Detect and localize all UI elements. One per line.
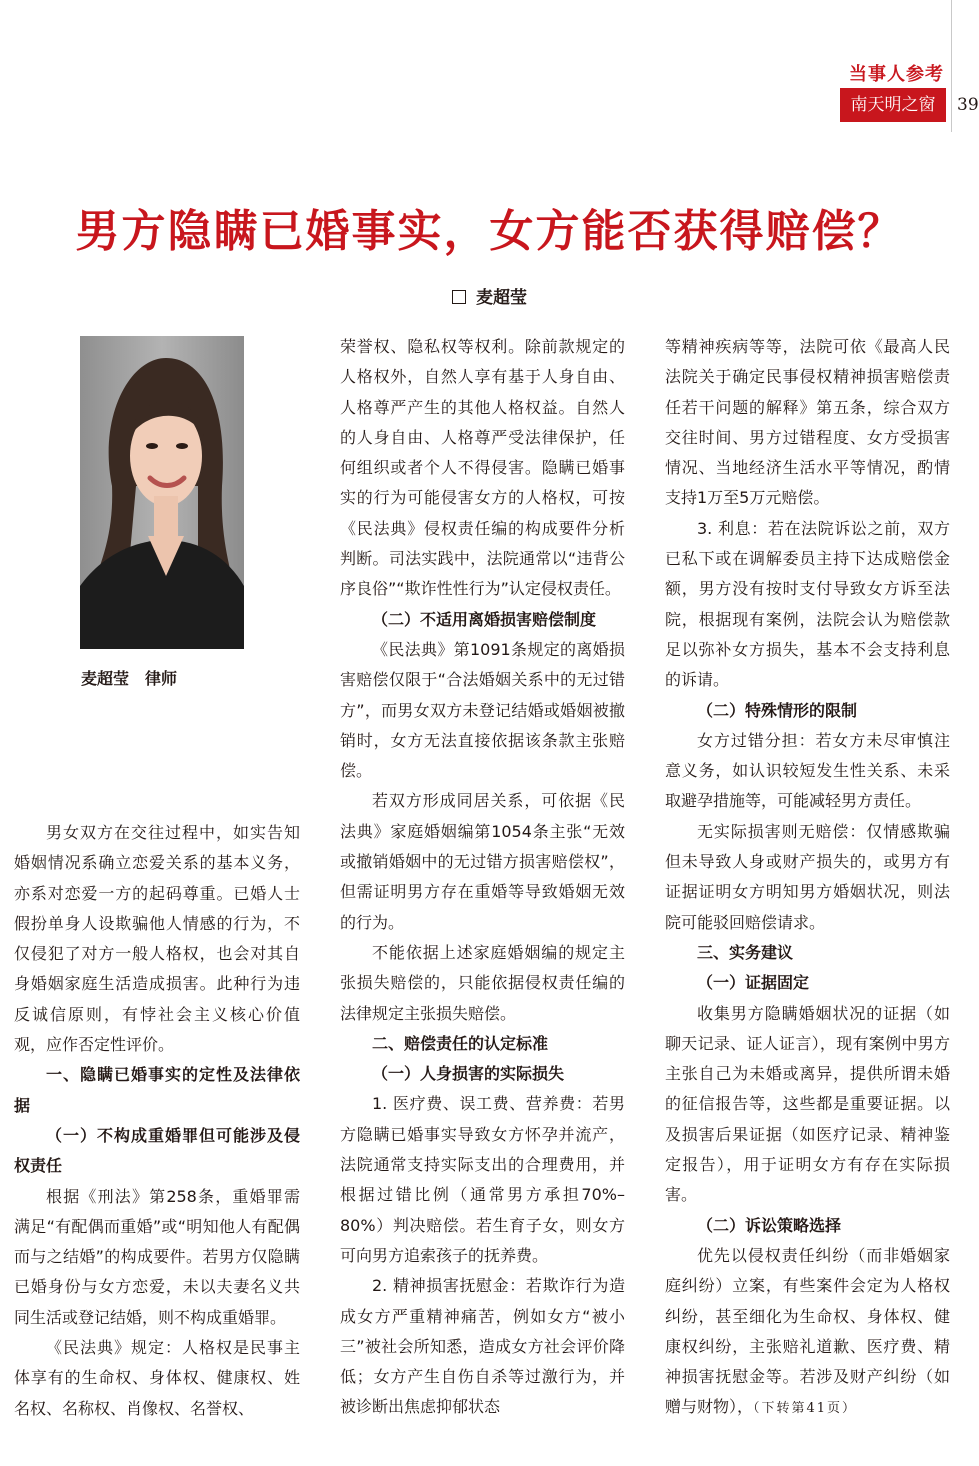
page-number: 39 [957,95,979,115]
paragraph: 《民法典》规定：人格权是民事主体享有的生命权、身体权、健康权、姓名权、名称权、肖像权、名誉权、 [14,1338,300,1418]
paragraph: 收集男方隐瞒婚姻状况的证据（如聊天记录、证人证言），现有案例中男方主张自己为未婚或离异，提供所谓未婚的征信报告等，这些都是重要证据。以及损害后果证据（如医疗记录、精神鉴定报告），用于证明女方有存在实际损害。 [665,1003,950,1205]
section-heading: （一）证据固定 [697,973,810,993]
paragraph: 1. 医疗费、误工费、营养费：若男方隐瞒已婚事实导致女方怀孕并流产，法院通常支持实际支出的合理费用，并根据过错比例（通常男方承担70%–80%）判决赔偿。若生育子女，则女方可向男方追索孩子的抚养费。 [340,1094,625,1265]
author-name: 麦超莹 [476,288,527,308]
paragraph: 《民法典》第1091条规定的离婚损害赔偿仅限于“合法婚姻关系中的无过错方”，而男女双方未登记结婚或婚姻被撤销时，女方无法直接依据该条款主张赔偿。 [340,639,625,781]
section-heading: 三、实务建议 [697,942,794,962]
paragraph: 2. 精神损害抚慰金：若欺诈行为造成女方严重精神痛苦，例如女方“被小三”被社会所知悉，造成女方社会评价降低；女方产生自伤自杀等过激行为，并被诊断出焦虑抑郁状态 [340,1276,625,1417]
paragraph: 荣誉权、隐私权等权利。除前款规定的人格权外，自然人享有基于人身自由、人格尊严产生的其他人格权益。自然人的人身自由、人格尊严受法律保护，任何组织或者个人不得侵害。隐瞒已婚事实的行为可能侵害女方的人格权，可按《民法典》侵权责任编的构成要件分析判断。司法实践中，法院通常以“违背公序良俗”“欺诈性性行为”认定侵权责任。 [340,337,625,599]
photo-caption: 麦超莹 律师 [81,669,178,688]
paragraph: 不能依据上述家庭婚姻编的规定主张损失赔偿的，只能依据侵权责任编的法律规定主张损失赔偿。 [340,942,625,1023]
paragraph: 3. 利息：若在法院诉讼之前，双方已私下或在调解委员主持下达成赔偿金额，男方没有按时支付导致女方诉至法院，根据现有案例，法院会认为赔偿款足以弥补女方损失，基本不会支持利息的诉请。 [665,518,950,690]
continuation-note: （下转第41页） [753,1401,858,1417]
text-column-1 [14,818,300,1424]
paragraph: 男女双方在交往过程中，如实告知婚姻情况系确立恋爱关系的基本义务，亦系对恋爱一方的起码尊重。已婚人士假扮单身人设欺骗他人情感的行为，不仅侵犯了对方一般人格权，也会对其自身婚姻家庭生活造成损害。此种行为违反诚信原则，有悖社会主义核心价值观，应作否定性评价。 [14,823,300,1055]
section-heading: 一、隐瞒已婚事实的定性及法律依据 [14,1065,300,1115]
paragraph: 优先以侵权责任纠纷（而非婚姻家庭纠纷）立案，有些案件会定为人格权纠纷，甚至细化为生命权、身体权、健康权纠纷，主张赔礼道歉、医疗费、精神损害抚慰金等。若涉及财产纠纷（如赠与财物），（下转第41页） [665,1245,950,1417]
section-heading: 二、赔偿责任的认定标准 [372,1033,549,1053]
section-name: 当事人参考 [849,64,944,85]
header-divider [951,0,952,132]
text-column-2 [340,332,625,1423]
paragraph: 无实际损害则无赔偿：仅情感欺骗但未导致人身或财产损失的，或男方有证据证明女方明知男方婚姻状况，则法院可能驳回赔偿请求。 [665,821,950,932]
author-photo [80,336,244,649]
paragraph: 等精神疾病等等，法院可依《最高人民法院关于确定民事侵权精神损害赔偿责任若干问题的解释》第五条，综合双方交往时间、男方过错程度、女方受损害情况、当地经济生活水平等情况，酌情支持1万至5万元赔偿。 [665,337,950,508]
section-heading: （一）不构成重婚罪但可能涉及侵权责任 [14,1125,300,1176]
section-heading: （二）不适用离婚损害赔偿制度 [372,609,597,629]
byline [0,283,979,308]
column-tag: 南天明之窗 [840,88,946,122]
paragraph: 根据《刑法》第258条，重婚罪需满足“有配偶而重婚”或“明知他人有配偶而与之结婚”的构成要件。若男方仅隐瞒已婚身份与女方恋爱，未以夫妻名义共同生活或登记结婚，则不构成重婚罪。 [14,1186,300,1327]
section-heading: （二）特殊情形的限制 [697,700,858,720]
article-title: 男方隐瞒已婚事实，女方能否获得赔偿？ [75,206,904,257]
section-heading: （一）人身损害的实际损失 [372,1064,565,1084]
paragraph: 女方过错分担：若女方未尽审慎注意义务，如认识较短发生性关系、未采取避孕措施等，可能减轻男方责任。 [665,730,950,811]
paragraph: 若双方形成同居关系，可依据《民法典》家庭婚姻编第1054条主张“无效或撤销婚姻中的无过错方损害赔偿权”，但需证明男方存在重婚等导致婚姻无效的行为。 [340,791,625,932]
square-icon [452,290,466,304]
section-heading: （二）诉讼策略选择 [697,1215,842,1235]
text-column-3 [665,332,950,1425]
